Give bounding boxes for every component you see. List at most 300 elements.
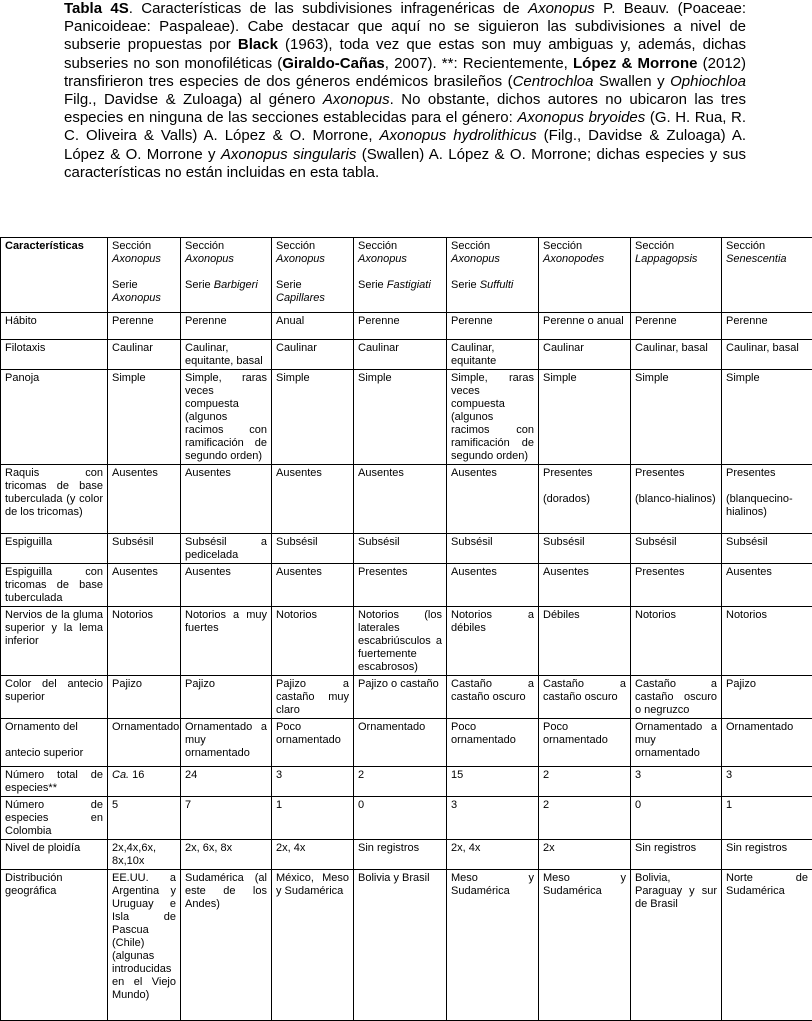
table-row	[1, 370, 812, 465]
cell-value: Bolivia y Brasil	[358, 872, 430, 884]
cell-value: Notorios (los laterales escabriúsculos a fuertemente escabrosos)	[358, 609, 442, 673]
caption-segment: Giraldo-Cañas	[282, 55, 385, 72]
cell-value: Perenne o anual	[543, 315, 624, 327]
row-label-text: Número de especies en Colombia	[5, 799, 103, 837]
section-label: Sección	[358, 240, 397, 252]
cell-value: Subsésil	[451, 536, 493, 548]
table-cell	[354, 719, 447, 767]
caption-segment: Tabla 4S	[64, 0, 129, 17]
table-cell	[447, 313, 539, 340]
cell-value: 2x, 4x	[451, 842, 480, 854]
table-cell	[722, 340, 812, 370]
cell-value: Notorios a débiles	[451, 609, 534, 634]
table-cell	[181, 313, 272, 340]
table-cell	[354, 607, 447, 676]
table-cell	[539, 870, 631, 1021]
row-label	[1, 797, 108, 840]
cell-value: Ausentes	[276, 566, 322, 578]
table-cell	[108, 840, 181, 870]
caption-segment: . No obstante, dichos autores no ubicaron las tres especies en ninguna de las secciones establecidas para el género:	[64, 91, 746, 126]
cell-value: 2x, 4x	[276, 842, 305, 854]
caption-segment: Centrochloa	[513, 73, 594, 90]
row-label-text: Espiguilla con tricomas de base tuberculada	[5, 566, 103, 604]
cell-value: 2x,4x,6x, 8x,10x	[112, 842, 156, 867]
table-cell	[108, 313, 181, 340]
cell-value: Pajizo	[112, 678, 142, 690]
serie-label: Serie	[112, 279, 138, 291]
table-cell	[447, 564, 539, 607]
table-cell	[539, 340, 631, 370]
section-label: Sección	[276, 240, 315, 252]
cell-value: Simple	[276, 372, 310, 384]
cell-value: Ornamentado	[112, 721, 179, 733]
corner-label: Características	[5, 240, 84, 252]
table-cell	[539, 767, 631, 797]
table-cell	[447, 340, 539, 370]
section-name: Senescentia	[726, 253, 787, 265]
row-label	[1, 840, 108, 870]
cell-value: Poco ornamentado	[543, 721, 608, 746]
table-cell	[539, 534, 631, 564]
row-label	[1, 676, 108, 719]
table-cell	[539, 313, 631, 340]
table-cell	[447, 676, 539, 719]
cell-value: Ausentes	[112, 467, 158, 479]
serie-label: Serie	[358, 279, 387, 291]
table-cell	[539, 564, 631, 607]
cell-value: 3	[276, 769, 282, 781]
table-cell	[181, 465, 272, 534]
caption-segment: Axonopus singularis	[221, 146, 356, 163]
table-cell	[447, 767, 539, 797]
cell-value: 5	[112, 799, 118, 811]
table-cell	[272, 870, 354, 1021]
cell-value: 24	[185, 769, 197, 781]
cell-value: Ornamentado a muy ornamentado	[185, 721, 267, 759]
row-label-text: Color del antecio superior	[5, 678, 103, 703]
table-cell	[181, 767, 272, 797]
caption-segment: Axonopus	[323, 91, 390, 108]
cell-value: 2	[358, 769, 364, 781]
table-cell	[181, 870, 272, 1021]
caption-segment: Ophiochloa	[670, 73, 746, 90]
table-cell	[539, 797, 631, 840]
table-cell	[272, 313, 354, 340]
cell-value: Perenne	[112, 315, 154, 327]
table-cell	[631, 840, 722, 870]
serie-name: Suffulti	[480, 279, 514, 291]
section-label: Sección	[543, 240, 582, 252]
table-cell	[631, 607, 722, 676]
table-caption	[64, 0, 746, 182]
header-cell	[272, 238, 354, 313]
table-cell	[272, 719, 354, 767]
row-label-text: Filotaxis	[5, 342, 45, 354]
row-label-text: Nivel de ploidía	[5, 842, 80, 854]
cell-value: Subsésil	[112, 536, 154, 548]
cell-value: 3	[451, 799, 457, 811]
row-label	[1, 607, 108, 676]
header-cell	[722, 238, 812, 313]
caption-segment: Black	[238, 36, 278, 53]
caption-segment: Axonopus bryoides	[517, 109, 645, 126]
section-name: Axonopus	[276, 253, 325, 265]
caption-segment: . Características de las subdivisiones infragenéricas de	[129, 0, 528, 17]
row-label-text: Nervios de la gluma superior y la lema inferior	[5, 609, 103, 647]
table-row	[1, 676, 812, 719]
cell-value: Castaño a castaño oscuro	[451, 678, 534, 703]
cell-value: Sin registros	[726, 842, 787, 854]
table-cell	[539, 719, 631, 767]
table-cell	[631, 719, 722, 767]
table-cell	[631, 534, 722, 564]
cell-value: 3	[635, 769, 641, 781]
table-cell	[354, 870, 447, 1021]
section-name: Axonopus	[358, 253, 407, 265]
table-cell	[631, 465, 722, 534]
table-cell	[108, 767, 181, 797]
table-row	[1, 870, 812, 1021]
table-cell	[181, 340, 272, 370]
table-cell	[722, 797, 812, 840]
section-name: Axonopodes	[543, 253, 604, 265]
table-cell	[272, 340, 354, 370]
table-cell	[722, 370, 812, 465]
row-label-text: Ornamento del	[5, 721, 78, 733]
cell-value: Notorios	[276, 609, 317, 621]
cell-value: 7	[185, 799, 191, 811]
table-cell	[539, 465, 631, 534]
cell-value: Ausentes	[451, 566, 497, 578]
header-cell	[631, 238, 722, 313]
cell-value: Subsésil	[543, 536, 585, 548]
cell-value: Caulinar	[358, 342, 399, 354]
section-name: Axonopus	[112, 253, 161, 265]
caption-segment: (2012) transfirieron tres especies de dos géneros endémicos brasileños (	[64, 55, 746, 90]
cell-value: Presentes	[358, 566, 408, 578]
header-cell	[447, 238, 539, 313]
header-row	[1, 238, 812, 313]
header-cell	[181, 238, 272, 313]
row-label	[1, 370, 108, 465]
caption-segment: Axonopus hydrolithicus	[380, 127, 537, 144]
table-cell	[631, 870, 722, 1021]
table-cell	[108, 676, 181, 719]
table-cell	[181, 676, 272, 719]
table-cell	[722, 465, 812, 534]
cell-value: Ausentes	[112, 566, 158, 578]
table-cell	[722, 767, 812, 797]
row-label-text: Raquis con tricomas de base tuberculada (y color de los tricomas)	[5, 467, 103, 518]
table-cell	[631, 676, 722, 719]
row-label	[1, 313, 108, 340]
cell-value: Ausentes	[543, 566, 589, 578]
cell-value: Ausentes	[358, 467, 404, 479]
table-cell	[181, 607, 272, 676]
header-cell	[354, 238, 447, 313]
cell-value: Simple	[726, 372, 760, 384]
section-label: Sección	[635, 240, 674, 252]
caption-segment: (Swallen) A. López & O. Morrone; dichas especies y sus características no están incluidas en esta tabla.	[64, 146, 746, 181]
table-cell	[108, 465, 181, 534]
table-cell	[354, 465, 447, 534]
section-name: Lappagopsis	[635, 253, 697, 265]
table-cell	[181, 370, 272, 465]
table-row	[1, 767, 812, 797]
table-cell	[181, 840, 272, 870]
caption-segment: (1963), toda vez que estas son muy ambiguas y, además, dichas subseries no son monofiléticas (	[64, 36, 746, 71]
cell-value: Perenne	[451, 315, 493, 327]
row-label-text: Panoja	[5, 372, 39, 384]
table-cell	[447, 840, 539, 870]
table-cell	[108, 607, 181, 676]
cell-value: Ausentes	[726, 566, 772, 578]
cell-value: 1	[276, 799, 282, 811]
table-cell	[181, 797, 272, 840]
cell-subvalue: (dorados)	[543, 493, 590, 505]
cell-value: Notorios	[726, 609, 767, 621]
table-row	[1, 607, 812, 676]
cell-value: Bolivia, Paraguay y sur de Brasil	[635, 872, 717, 910]
cell-subvalue: (blanco-hialinos)	[635, 493, 716, 505]
table-cell	[447, 719, 539, 767]
table-cell	[631, 370, 722, 465]
cell-value: Ausentes	[185, 467, 231, 479]
table-row	[1, 534, 812, 564]
section-label: Sección	[185, 240, 224, 252]
table-cell	[272, 607, 354, 676]
row-label	[1, 564, 108, 607]
cell-value: Caulinar	[543, 342, 584, 354]
cell-value: Simple	[543, 372, 577, 384]
table-cell	[722, 564, 812, 607]
serie-name: Barbigeri	[214, 279, 258, 291]
cell-value: Pajizo	[726, 678, 756, 690]
table-cell	[631, 767, 722, 797]
table-cell	[539, 676, 631, 719]
caption-segment: Axonopus	[528, 0, 595, 17]
table-cell	[354, 313, 447, 340]
cell-value: 16	[129, 769, 144, 781]
cell-value: Notorios	[112, 609, 153, 621]
cell-value: Perenne	[358, 315, 400, 327]
cell-value: Perenne	[726, 315, 768, 327]
table-cell	[272, 676, 354, 719]
cell-value: Poco ornamentado	[276, 721, 341, 746]
table-cell	[108, 534, 181, 564]
table-cell	[631, 797, 722, 840]
table-cell	[447, 370, 539, 465]
table-row	[1, 340, 812, 370]
table-cell	[272, 564, 354, 607]
cell-value: Perenne	[185, 315, 227, 327]
cell-value: 0	[358, 799, 364, 811]
caption-segment: , 2007). **: Recientemente,	[385, 55, 573, 72]
cell-value: Presentes	[543, 467, 593, 479]
cell-subvalue: (blanquecino-hialinos)	[726, 493, 793, 518]
table-cell	[272, 465, 354, 534]
cell-value: Caulinar, basal	[726, 342, 799, 354]
cell-value: 2x, 6x, 8x	[185, 842, 232, 854]
table-cell	[631, 564, 722, 607]
cell-value: Ornamentado a muy ornamentado	[635, 721, 717, 759]
serie-label: Serie	[185, 279, 214, 291]
cell-value: Simple	[635, 372, 669, 384]
table-cell	[722, 607, 812, 676]
table-cell	[108, 564, 181, 607]
cell-value: Pajizo	[185, 678, 215, 690]
table-cell	[354, 676, 447, 719]
cell-value: Caulinar, basal	[635, 342, 708, 354]
cell-value: Notorios a muy fuertes	[185, 609, 267, 634]
cell-value: Simple	[112, 372, 146, 384]
cell-value: Caulinar, equitante	[451, 342, 496, 367]
row-label-text: Espiguilla	[5, 536, 52, 548]
table-cell	[181, 719, 272, 767]
table-row	[1, 564, 812, 607]
cell-value: 2x	[543, 842, 555, 854]
table-row	[1, 840, 812, 870]
axonopus-subdivisions-table	[0, 237, 812, 1021]
cell-value: Meso y Sudamérica	[451, 872, 534, 897]
cell-value: Simple, raras veces compuesta (algunos racimos con ramificación de segundo orden)	[185, 372, 267, 462]
section-name: Axonopus	[451, 253, 500, 265]
cell-value: Presentes	[726, 467, 776, 479]
row-label	[1, 870, 108, 1021]
table-cell	[631, 313, 722, 340]
caption-segment: (Filg., Davidse & Zuloaga) A. López & O. Morrone y	[64, 127, 746, 162]
section-label: Sección	[726, 240, 765, 252]
cell-value: Castaño a castaño oscuro	[543, 678, 626, 703]
cell-value: Notorios	[635, 609, 676, 621]
row-label-text: Distribución geográfica	[5, 872, 62, 897]
cell-value: Caulinar	[276, 342, 317, 354]
table-cell	[108, 870, 181, 1021]
row-label-text: Hábito	[5, 315, 37, 327]
table-row	[1, 797, 812, 840]
table-cell	[539, 370, 631, 465]
row-label	[1, 465, 108, 534]
cell-value: Subsésil a pedicelada	[185, 536, 267, 561]
table-cell	[722, 840, 812, 870]
table-cell	[181, 564, 272, 607]
cell-value: 0	[635, 799, 641, 811]
cell-value: Anual	[276, 315, 304, 327]
table-cell	[108, 370, 181, 465]
cell-value: Poco ornamentado	[451, 721, 516, 746]
row-label	[1, 340, 108, 370]
cell-value: Subsésil	[726, 536, 768, 548]
table-cell	[722, 870, 812, 1021]
cell-value: Sin registros	[358, 842, 419, 854]
table-cell	[722, 313, 812, 340]
row-label-text: antecio superior	[5, 747, 83, 759]
table-cell	[354, 370, 447, 465]
cell-value: Meso y Sudamérica	[543, 872, 626, 897]
section-label: Sección	[451, 240, 490, 252]
cell-value: Norte de Sudamérica	[726, 872, 808, 897]
row-label	[1, 719, 108, 767]
table-cell	[631, 340, 722, 370]
serie-label: Serie	[451, 279, 480, 291]
table-cell	[447, 797, 539, 840]
table-cell	[354, 767, 447, 797]
table-cell	[272, 797, 354, 840]
table-cell	[722, 534, 812, 564]
table-cell	[354, 534, 447, 564]
table-cell	[272, 840, 354, 870]
cell-value: Subsésil	[635, 536, 677, 548]
cell-value: EE.UU. a Argentina y Uruguay e Isla de Pascua (Chile) (algunas introducidas en el Viejo Mundo)	[112, 872, 176, 1001]
table-cell	[108, 340, 181, 370]
cell-value: Subsésil	[276, 536, 318, 548]
table-cell	[272, 534, 354, 564]
cell-value: Simple, raras veces compuesta (algunos racimos con ramificación de segundo orden)	[451, 372, 534, 462]
cell-value: 2	[543, 799, 549, 811]
table-cell	[447, 607, 539, 676]
caption-segment: P. Beauv. (Poaceae: Panicoideae: Paspaleae). Cabe destacar que aquí no se siguieron las subdivisiones a nivel de subserie propuestas por	[64, 0, 746, 53]
table-cell	[539, 607, 631, 676]
caption-segment: (G. H. Rua, R. C. Oliveira & Valls) A. López & O. Morrone,	[64, 109, 746, 144]
cell-value: Caulinar	[112, 342, 153, 354]
cell-value: Ausentes	[185, 566, 231, 578]
row-label	[1, 767, 108, 797]
table-cell	[539, 840, 631, 870]
table-row	[1, 313, 812, 340]
cell-value: Perenne	[635, 315, 677, 327]
table-cell	[354, 564, 447, 607]
cell-prefix: Ca.	[112, 769, 129, 781]
cell-value: Ornamentado	[358, 721, 425, 733]
serie-label: Serie	[276, 279, 302, 291]
section-label: Sección	[112, 240, 151, 252]
cell-value: Simple	[358, 372, 392, 384]
table-cell	[108, 719, 181, 767]
cell-value: Ausentes	[276, 467, 322, 479]
table-row	[1, 465, 812, 534]
table-cell	[108, 797, 181, 840]
table-cell	[354, 840, 447, 870]
cell-value: Débiles	[543, 609, 580, 621]
cell-value: 2	[543, 769, 549, 781]
header-cell	[108, 238, 181, 313]
section-name: Axonopus	[185, 253, 234, 265]
row-label-text: Número total de especies**	[5, 769, 103, 794]
caption-segment: Filg., Davidse & Zuloaga) al género	[64, 91, 323, 108]
cell-value: Presentes	[635, 566, 685, 578]
table-row	[1, 719, 812, 767]
cell-value: Subsésil	[358, 536, 400, 548]
table-cell	[354, 797, 447, 840]
cell-value: Pajizo a castaño muy claro	[276, 678, 349, 716]
table-cell	[722, 676, 812, 719]
cell-value: Sudamérica (al este de los Andes)	[185, 872, 267, 910]
cell-value: Presentes	[635, 467, 685, 479]
serie-name: Axonopus	[112, 292, 161, 304]
cell-value: Castaño a castaño oscuro o negruzco	[635, 678, 717, 716]
cell-value: 3	[726, 769, 732, 781]
caption-segment: López & Morrone	[573, 55, 697, 72]
header-cell	[539, 238, 631, 313]
table-cell	[354, 340, 447, 370]
cell-value: Sin registros	[635, 842, 696, 854]
serie-name: Fastigiati	[387, 279, 431, 291]
table-cell	[181, 534, 272, 564]
cell-value: Ausentes	[451, 467, 497, 479]
table-cell	[272, 767, 354, 797]
cell-value: Caulinar, equitante, basal	[185, 342, 263, 367]
header-cell	[1, 238, 108, 313]
